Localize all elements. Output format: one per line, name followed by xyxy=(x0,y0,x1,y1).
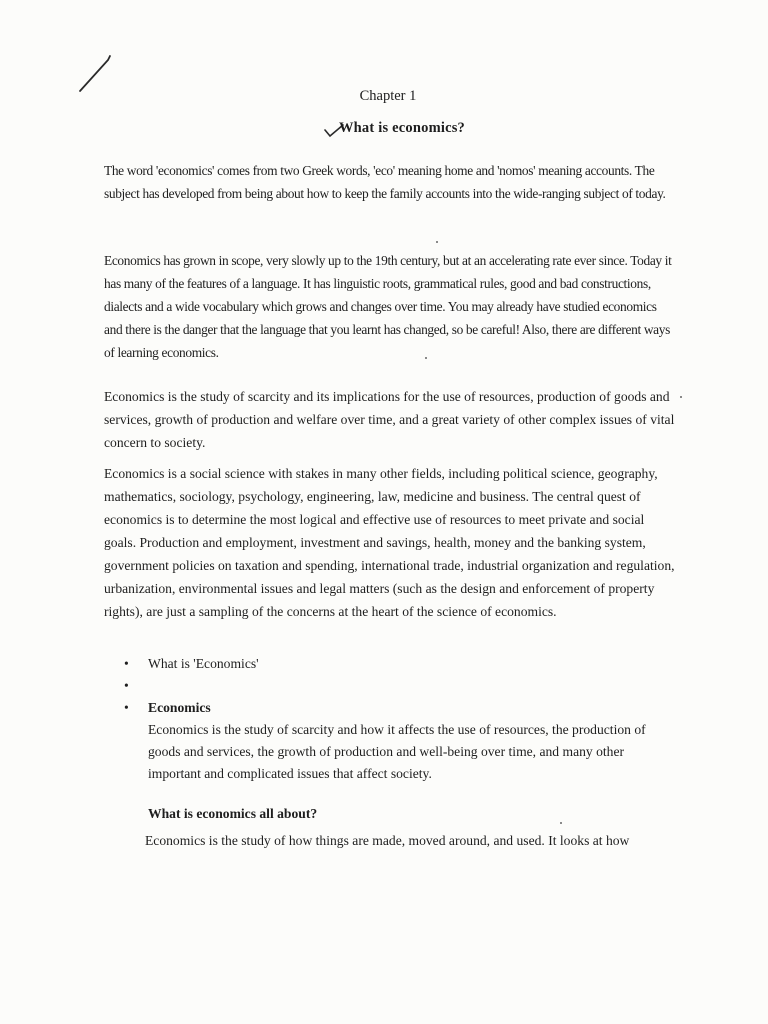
chapter-heading: Chapter 1 xyxy=(359,88,417,104)
paragraph-origin: The word 'economics' comes from two Greek words, 'eco' meaning home and 'nomos' meaning accounts. The subject has developed from being about how to keep the family accounts into the wide-ranging subject of today. xyxy=(104,163,666,201)
bullet-icon: • xyxy=(124,656,129,671)
bullet-list xyxy=(104,653,676,785)
scan-speck xyxy=(560,822,562,824)
paragraph-social-science: Economics is a social science with stakes in many other fields, including political science, geography, mathematics, sociology, psychology, engineering, law, medicine and business. The central quest of economics is to determine the most logical and effective use of resources to meet private and social goals. Production and employment, investment and savings, health, money and the banking system, government policies on taxation and spending, international trade, industrial organization and regulation, urbanization, environmental issues and legal matters (such as the design and enforcement of property rights), are just a sampling of the concerns at the heart of the science of economics. xyxy=(104,466,675,619)
list-item-heading: Economics xyxy=(148,700,211,715)
list-item xyxy=(104,653,676,675)
scan-speck xyxy=(436,241,438,243)
list-item-body: Economics is the study of scarcity and how it affects the use of resources, the production of goods and services, the growth of production and well-being over time, and many other important and complicated issues that affect society. xyxy=(148,722,646,781)
paragraph-definition: Economics is the study of scarcity and its implications for the use of resources, production of goods and services, growth of production and welfare over time, and a great variety of other complex issues of vital concern to society. xyxy=(104,389,675,450)
paragraph-scope: Economics has grown in scope, very slowly up to the 19th century, but at an accelerating rate ever since. Today it has many of the features of a language. It has linguistic roots, grammatical rules, good and bad constructions, dialects and a wide vocabulary which grows and changes over time. You may already have studied economics and there is the danger that the language that you learnt has changed, so be careful! Also, there are different ways of learning economics. xyxy=(104,253,672,360)
scan-speck xyxy=(425,357,427,359)
bullet-icon: • xyxy=(124,700,129,715)
scan-speck xyxy=(680,396,682,398)
title-line xyxy=(0,119,768,138)
list-item-text: What is 'Economics' xyxy=(148,656,259,671)
page-title: What is economics? xyxy=(338,120,466,136)
section-body: Economics is the study of how things are made, moved around, and used. It looks at how xyxy=(145,833,630,848)
list-item-empty xyxy=(104,675,676,697)
bullet-icon: • xyxy=(124,678,129,693)
list-item xyxy=(104,697,676,785)
section-subheading: What is economics all about? xyxy=(148,806,318,821)
